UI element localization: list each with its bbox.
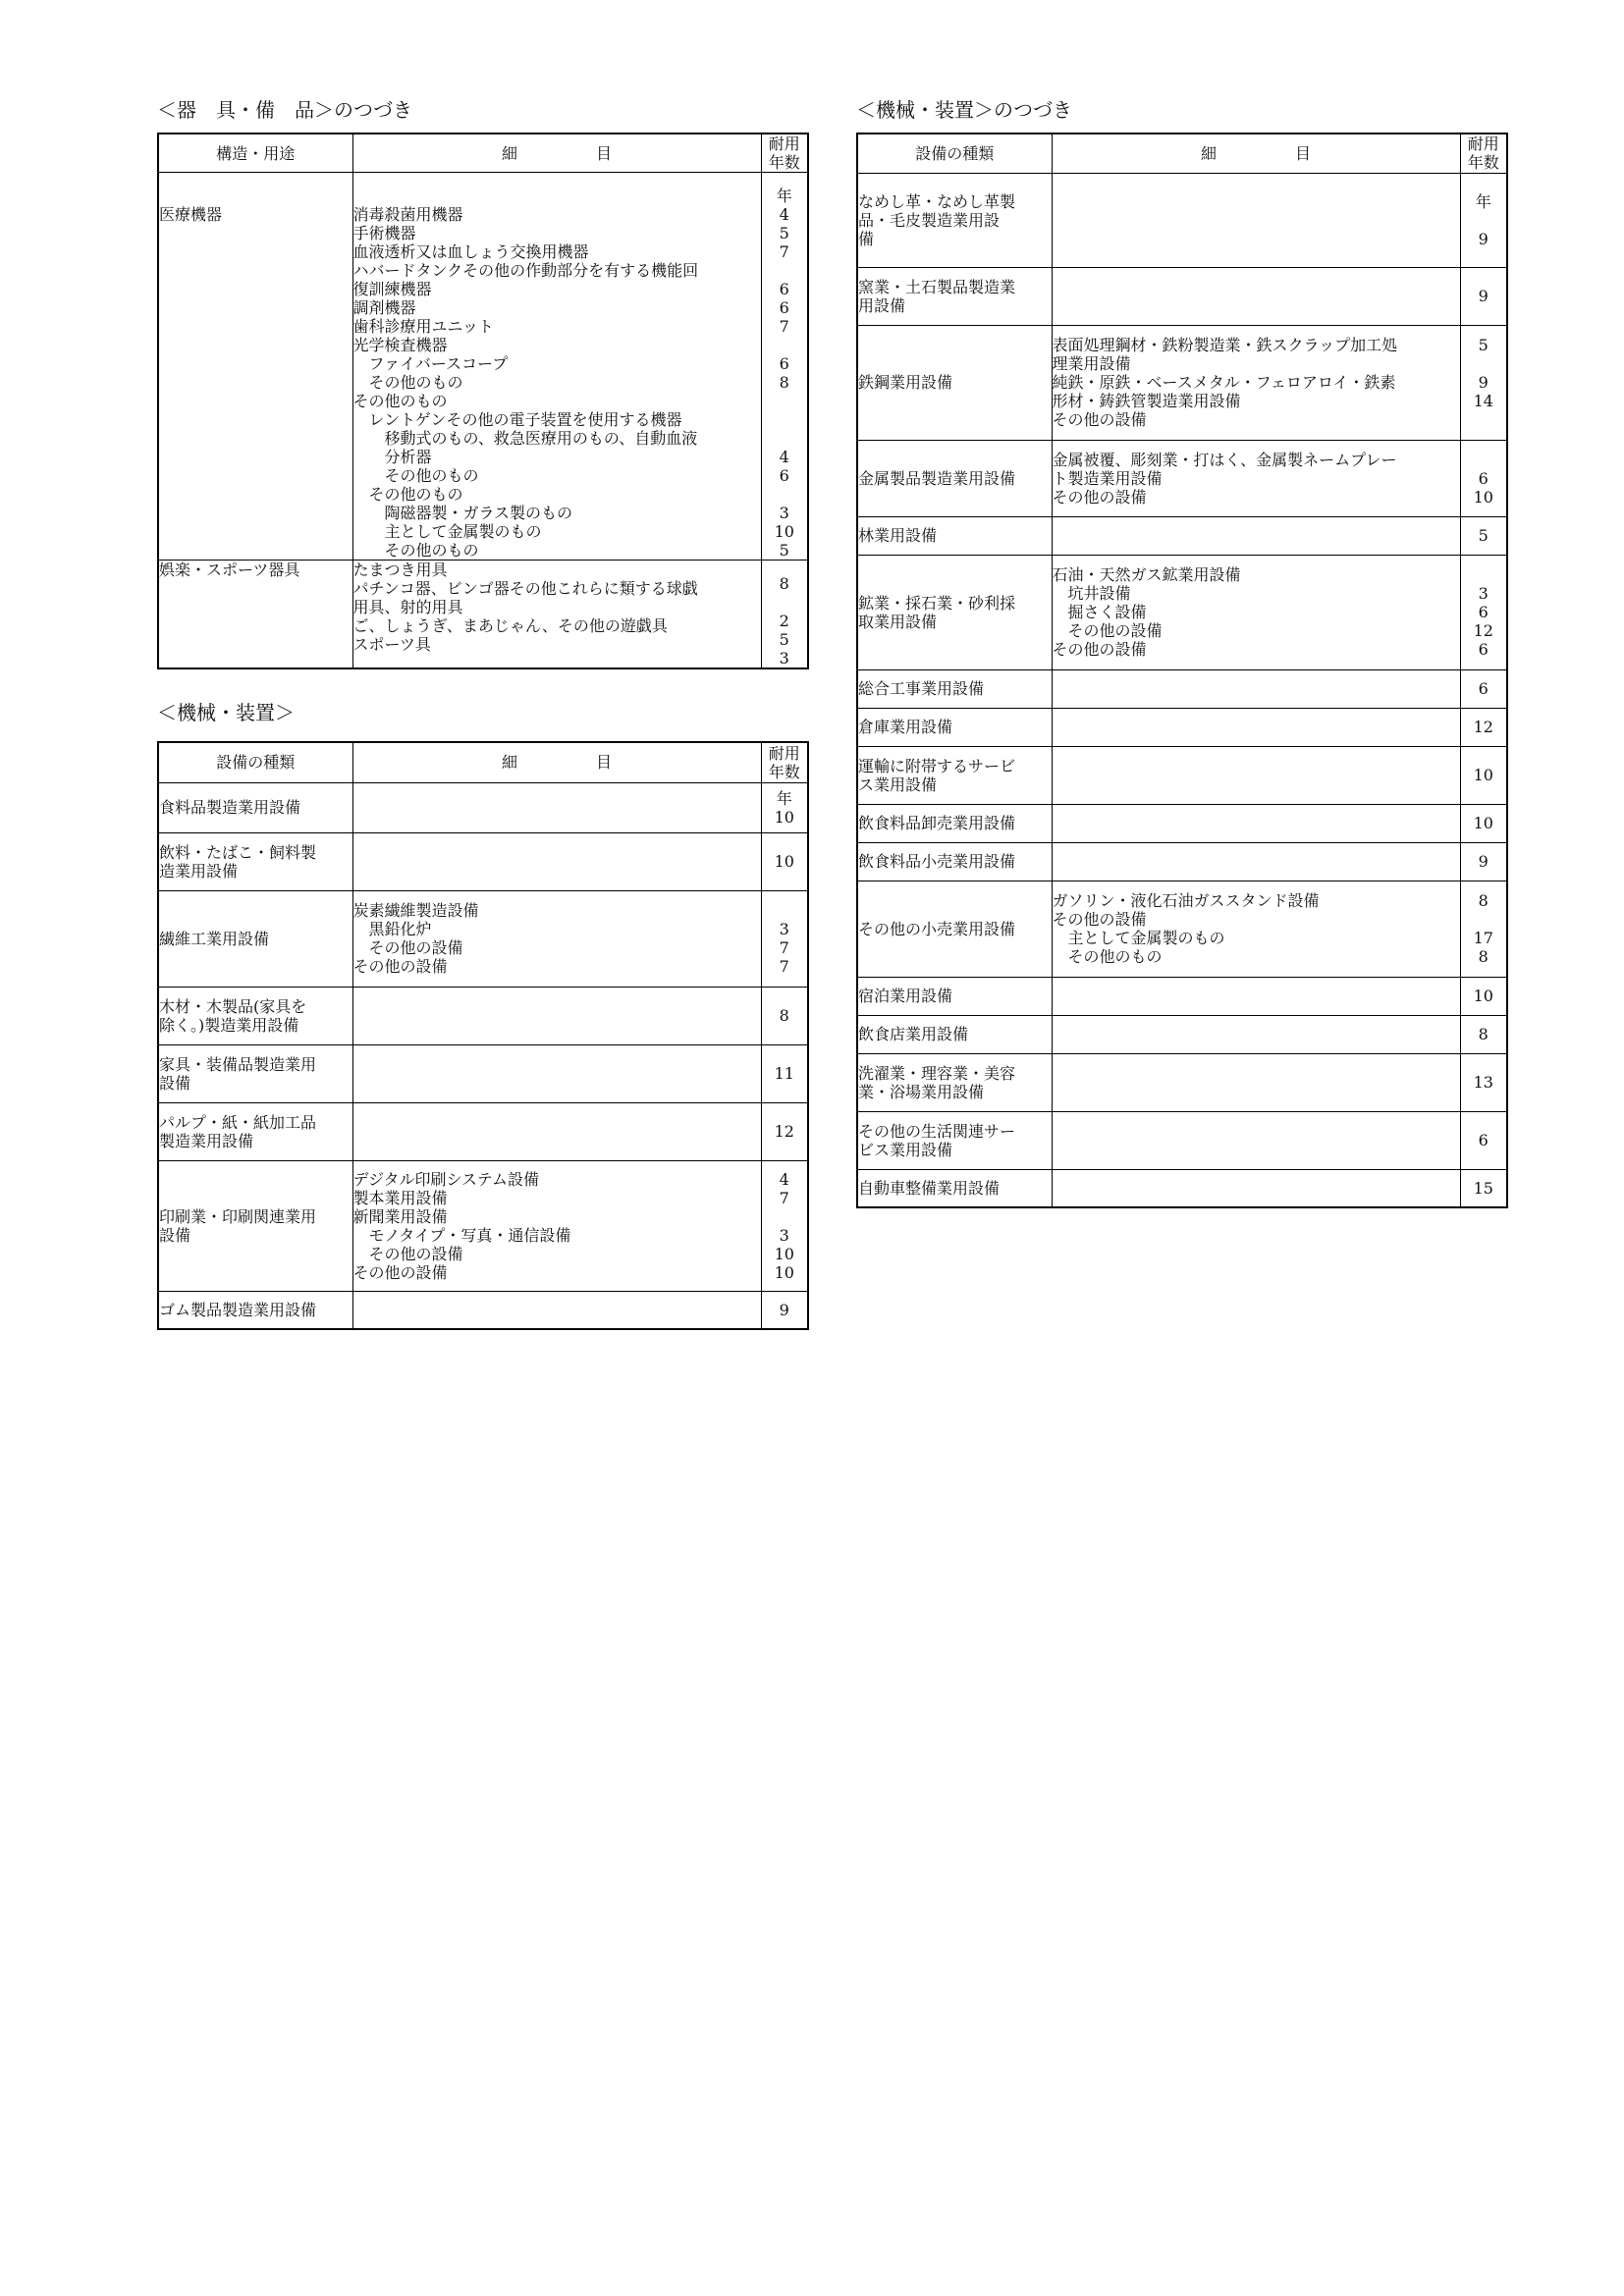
useful-life-years: [761, 561, 808, 669]
detail-line: その他の設備: [1052, 621, 1163, 640]
years-line: 8: [779, 1006, 789, 1025]
detail-items: [1052, 173, 1460, 267]
years-line: 5: [1478, 526, 1489, 545]
detail-line: その他の設備: [1052, 640, 1147, 659]
table-row: [158, 782, 808, 832]
equipment-category: [857, 842, 1052, 881]
useful-life-years: [1460, 977, 1507, 1015]
category-line: 設備: [159, 1225, 191, 1245]
detail-items: [1052, 1111, 1460, 1169]
years-line: 10: [1473, 814, 1493, 832]
years-line: 7: [779, 317, 789, 336]
equipment-category: [857, 267, 1052, 325]
years-line: 4: [779, 448, 789, 466]
category-line: ビス業用設備: [858, 1140, 953, 1159]
detail-line: 製本業用設備: [352, 1188, 448, 1207]
years-line: 8: [779, 574, 789, 593]
useful-life-years: [761, 890, 808, 987]
equipment-category: [158, 782, 352, 832]
useful-life-years: [1460, 555, 1507, 669]
years-line: 6: [1478, 603, 1489, 621]
table-row: [857, 440, 1507, 516]
category-line: 自動車整備業用設備: [858, 1178, 1001, 1198]
detail-line: その他のもの: [1052, 947, 1163, 966]
detail-line: 分析器: [352, 448, 432, 466]
years-line: 10: [774, 807, 794, 827]
table-row: [857, 1111, 1507, 1169]
detail-line: 黒鉛化炉: [352, 920, 432, 938]
equipment-category: [158, 1160, 352, 1291]
detail-line: 理業用設備: [1052, 354, 1131, 373]
category-line: 飲食店業用設備: [858, 1025, 969, 1043]
detail-items: [1052, 1015, 1460, 1053]
useful-life-years: [761, 1160, 808, 1291]
years-line: [762, 593, 808, 612]
detail-line: その他の設備: [1052, 910, 1147, 929]
years-line: 5: [779, 541, 789, 560]
detail-line: 光学検査機器: [352, 336, 448, 354]
years-line: [762, 392, 808, 410]
years-line: [1461, 410, 1507, 429]
useful-life-years: [761, 173, 808, 561]
years-line: 年: [776, 187, 792, 205]
detail-items: [1052, 804, 1460, 842]
years-line: 5: [779, 630, 789, 649]
equipment-category: [158, 1044, 352, 1102]
years-line: 10: [774, 1262, 794, 1282]
years-line: 9: [1478, 852, 1489, 871]
category-line: 製造業用設備: [159, 1131, 254, 1150]
years-line: 6: [1478, 679, 1489, 698]
years-line: [1461, 910, 1507, 929]
header-equipment-type: 設備の種類: [158, 742, 352, 782]
detail-line: その他のもの: [352, 485, 463, 504]
category-line: 取業用設備: [858, 612, 938, 631]
category-line: 窯業・土石製品製造業: [858, 277, 1016, 296]
years-line: [762, 485, 808, 504]
years-line: 7: [779, 957, 789, 976]
table-row: [158, 1044, 808, 1102]
header-useful-life: 耐用 年数: [1460, 133, 1507, 173]
section-title-equipment-continued: ＜器 具・備 品＞のつづき: [157, 98, 412, 122]
detail-line: その他のもの: [352, 392, 448, 410]
detail-line: 歯科診療用ユニット: [352, 317, 494, 336]
header-useful-life: 耐用 年数: [761, 742, 808, 782]
category-line: 繊維工業用設備: [159, 929, 270, 948]
useful-life-years: [1460, 804, 1507, 842]
equipment-category: [857, 804, 1052, 842]
category-line: 備: [858, 229, 875, 248]
detail-line: 新聞業用設備: [352, 1206, 448, 1226]
category-line: 家具・装備品製造業用: [159, 1054, 317, 1074]
equipment-category: [857, 881, 1052, 977]
useful-life-years: [761, 987, 808, 1044]
years-line: 3: [1478, 584, 1489, 603]
useful-life-years: [1460, 516, 1507, 555]
years-line: [762, 261, 808, 280]
years-line: 3: [779, 649, 789, 667]
detail-line: その他のもの: [352, 541, 479, 560]
t3-body: [857, 173, 1507, 1207]
category-line: 除く｡)製造業用設備: [159, 1015, 299, 1035]
category-line: 食料品製造業用設備: [159, 798, 301, 817]
detail-line: 主として金属製のもの: [1052, 929, 1225, 947]
detail-items: [352, 1102, 761, 1160]
years-line: 7: [779, 242, 789, 261]
detail-items: [1052, 267, 1460, 325]
detail-items: [352, 1044, 761, 1102]
detail-items: [1052, 842, 1460, 881]
detail-line: モノタイプ・写真・通信設備: [352, 1225, 571, 1245]
years-line: 3: [779, 920, 789, 938]
table-row: [857, 746, 1507, 804]
equipment-category: [857, 746, 1052, 804]
years-line: 8: [1478, 947, 1489, 966]
years-line: 3: [779, 504, 789, 522]
category-line: 林業用設備: [858, 526, 938, 545]
category-line: 娯楽・スポーツ器具: [159, 561, 300, 579]
category-line: 総合工事業用設備: [858, 679, 985, 698]
years-line: 6: [779, 466, 789, 485]
category-line: 宿泊業用設備: [858, 987, 953, 1005]
years-line: 年: [776, 788, 792, 808]
detail-items: [1052, 325, 1460, 440]
detail-items: [1052, 1169, 1460, 1207]
years-line: 10: [1473, 987, 1493, 1005]
years-line: 12: [774, 1122, 794, 1141]
detail-items: [1052, 881, 1460, 977]
category-line: 飲食料品小売業用設備: [858, 852, 1016, 871]
detail-line: 掘さく設備: [1052, 603, 1147, 621]
detail-line: 表面処理鋼材・鉄粉製造業・鉄スクラップ加工処: [1052, 336, 1398, 354]
table-row: [857, 1169, 1507, 1207]
detail-items: [1052, 708, 1460, 746]
years-line: 4: [779, 1169, 789, 1189]
useful-life-years: [1460, 708, 1507, 746]
years-line: 10: [774, 522, 794, 541]
category-line: 倉庫業用設備: [858, 718, 953, 736]
useful-life-years: [1460, 440, 1507, 516]
detail-line: 主として金属製のもの: [352, 522, 542, 541]
category-line: 木材・木製品(家具を: [159, 996, 307, 1016]
equipment-category: [857, 555, 1052, 669]
years-line: [1461, 451, 1507, 469]
header-details: 細 目: [352, 133, 761, 173]
table-row: [158, 832, 808, 890]
years-line: 15: [1473, 1178, 1493, 1198]
category-line: 洗濯業・理容業・美容: [858, 1063, 1016, 1083]
years-line: 8: [1478, 891, 1489, 910]
detail-items: [1052, 977, 1460, 1015]
years-line: 11: [774, 1064, 794, 1083]
useful-life-years: [1460, 669, 1507, 708]
detail-items: [352, 173, 761, 561]
equipment-category: [158, 173, 352, 561]
years-line: 10: [774, 1244, 794, 1263]
equipment-category: [857, 977, 1052, 1015]
detail-items: [1052, 669, 1460, 708]
category-line: パルプ・紙・紙加工品: [159, 1112, 317, 1132]
detail-line: ハバードタンクその他の作動部分を有する機能回: [352, 261, 699, 280]
years-line: 9: [779, 1300, 789, 1319]
useful-life-years: [761, 1291, 808, 1329]
useful-life-years: [1460, 746, 1507, 804]
detail-line: ガソリン・液化石油ガススタンド設備: [1052, 891, 1320, 910]
equipment-category: [857, 708, 1052, 746]
category-line: 運輸に附帯するサービ: [858, 756, 1016, 775]
header-details: 細 目: [352, 742, 761, 782]
years-line: 10: [1473, 766, 1493, 784]
years-line: 8: [779, 373, 789, 392]
years-line: 12: [1473, 718, 1493, 736]
header-structure-use: 構造・用途: [158, 133, 352, 173]
table-row: [857, 516, 1507, 555]
detail-line: デジタル印刷システム設備: [352, 1169, 539, 1189]
equipment-category: [857, 325, 1052, 440]
years-line: [1461, 354, 1507, 373]
years-line: 10: [1473, 487, 1493, 507]
useful-life-years: [1460, 1111, 1507, 1169]
years-line: 9: [1478, 287, 1489, 305]
years-line: 9: [1478, 373, 1489, 392]
category-line: ス業用設備: [858, 774, 938, 794]
equipment-category: [158, 561, 352, 669]
header-equipment-type: 設備の種類: [857, 133, 1052, 173]
detail-line: その他の設備: [352, 938, 463, 957]
detail-line: スポーツ具: [352, 635, 431, 654]
detail-items: [352, 832, 761, 890]
detail-line: その他の設備: [1052, 410, 1147, 429]
years-line: 4: [779, 205, 789, 224]
years-line: [762, 1207, 808, 1226]
useful-life-years: [1460, 1169, 1507, 1207]
equipment-category: [158, 1291, 352, 1329]
years-line: 6: [1478, 468, 1489, 488]
equipment-category: [857, 173, 1052, 267]
table-row: [857, 325, 1507, 440]
detail-line: 陶磁器製・ガラス製のもの: [352, 504, 573, 522]
detail-line: その他の設備: [352, 1244, 463, 1263]
equipment-category: [857, 1169, 1052, 1207]
detail-items: [352, 1160, 761, 1291]
detail-line: その他の設備: [352, 957, 448, 976]
table-row: [857, 1015, 1507, 1053]
equipment-category: [857, 440, 1052, 516]
equipment-category: [158, 1102, 352, 1160]
equipment-category: [158, 987, 352, 1044]
category-line: 鉱業・採石業・砂利採: [858, 593, 1016, 613]
detail-line: その他のもの: [352, 466, 479, 485]
table-row: [857, 842, 1507, 881]
years-line: 6: [779, 280, 789, 298]
table-row: [857, 977, 1507, 1015]
detail-line: 用具、射的用具: [352, 598, 463, 616]
section-title-machinery-continued: ＜機械・装置＞のつづき: [856, 98, 1072, 122]
table-row: [158, 561, 808, 669]
useful-life-years: [1460, 842, 1507, 881]
equipment-category: [158, 832, 352, 890]
years-line: 13: [1473, 1073, 1493, 1092]
detail-items: [1052, 440, 1460, 516]
category-line: 金属製品製造業用設備: [858, 468, 1016, 488]
detail-line: 石油・天然ガス鉱業用設備: [1052, 565, 1241, 584]
years-line: 10: [774, 852, 794, 871]
category-line: ゴム製品製造業用設備: [159, 1300, 317, 1319]
equipment-category: [857, 1015, 1052, 1053]
table-row: [857, 555, 1507, 669]
years-line: 2: [779, 612, 789, 630]
detail-items: [352, 890, 761, 987]
years-line: 6: [1478, 640, 1489, 659]
detail-line: その他のもの: [352, 373, 463, 392]
table-row: [158, 1160, 808, 1291]
useful-life-years: [761, 782, 808, 832]
machinery-useful-life-table: [157, 741, 809, 1330]
detail-items: [352, 561, 761, 669]
detail-line: 消毒殺菌用機器: [352, 205, 463, 224]
useful-life-years: [1460, 325, 1507, 440]
category-line: 品・毛皮製造業用設: [858, 210, 1001, 230]
category-line: 用設備: [858, 295, 906, 315]
category-line: 印刷業・印刷関連業用: [159, 1206, 317, 1226]
useful-life-years: [1460, 267, 1507, 325]
table-row: [158, 1291, 808, 1329]
detail-line: 移動式のもの、救急医療用のもの、自動血液: [352, 429, 698, 448]
detail-line: 坑井設備: [1052, 584, 1131, 603]
detail-line: レントゲンその他の電子装置を使用する機器: [352, 410, 682, 429]
section-title-machinery: ＜機械・装置＞: [157, 701, 295, 724]
category-line: なめし革・なめし革製: [858, 191, 1016, 211]
category-line: 鉄鋼業用設備: [858, 373, 953, 392]
category-line: 設備: [159, 1073, 191, 1093]
table-row: [158, 1102, 808, 1160]
detail-line: 純鉄・原鉄・ベースメタル・フェロアロイ・鉄素: [1052, 373, 1396, 392]
t1-body: [158, 173, 808, 669]
years-line: [1461, 565, 1507, 584]
years-line: 5: [779, 224, 789, 242]
header-useful-life: 耐用 年数: [761, 133, 808, 173]
detail-line: たまつき用具: [352, 561, 448, 579]
equipment-category: [857, 1111, 1052, 1169]
detail-line: パチンコ器、ビンゴ器その他これらに類する球戯: [352, 579, 698, 598]
table-row: [857, 173, 1507, 267]
years-line: 12: [1473, 621, 1493, 640]
detail-items: [1052, 555, 1460, 669]
machinery-continued-useful-life-table: [856, 133, 1508, 1208]
detail-line: その他の設備: [1052, 487, 1147, 507]
detail-line: ご、しょうぎ、まあじゃん、その他の遊戯具: [352, 616, 668, 635]
years-line: 5: [1478, 336, 1489, 354]
years-line: 9: [1478, 229, 1489, 248]
detail-line: 金属被覆、彫刻業・打はく、金属製ネームプレー: [1052, 450, 1397, 469]
detail-items: [352, 987, 761, 1044]
equipment-category: [158, 890, 352, 987]
years-line: 6: [779, 298, 789, 317]
equipment-useful-life-table: [157, 133, 809, 669]
detail-items: [1052, 1053, 1460, 1111]
detail-line: その他の設備: [352, 1262, 448, 1282]
category-line: その他の小売業用設備: [858, 919, 1016, 938]
useful-life-years: [1460, 1053, 1507, 1111]
useful-life-years: [761, 1044, 808, 1102]
years-line: [762, 410, 808, 429]
category-line: 飲料・たばこ・飼料製: [159, 842, 317, 862]
table-row: [158, 890, 808, 987]
table-row: [158, 173, 808, 561]
years-line: 6: [779, 354, 789, 373]
years-line: [762, 429, 808, 448]
detail-line: 炭素繊維製造設備: [352, 901, 479, 920]
detail-line: 手術機器: [352, 224, 416, 242]
useful-life-years: [1460, 881, 1507, 977]
years-line: 8: [1478, 1025, 1489, 1043]
years-line: 3: [779, 1225, 789, 1245]
useful-life-years: [761, 1102, 808, 1160]
detail-items: [1052, 516, 1460, 555]
equipment-category: [857, 516, 1052, 555]
years-line: 14: [1473, 392, 1493, 410]
years-line: [762, 336, 808, 354]
category-line: その他の生活関連サー: [858, 1121, 1016, 1141]
useful-life-years: [761, 832, 808, 890]
table-row: [857, 804, 1507, 842]
table-row: [857, 708, 1507, 746]
table-row: [857, 1053, 1507, 1111]
equipment-category: [857, 669, 1052, 708]
detail-line: 調剤機器: [352, 298, 416, 317]
detail-line: 形材・鋳鉄管製造業用設備: [1052, 392, 1241, 410]
detail-items: [352, 1291, 761, 1329]
t2-body: [158, 782, 808, 1329]
years-line: 17: [1473, 929, 1493, 947]
header-details: 細 目: [1052, 133, 1460, 173]
years-line: 7: [779, 1188, 789, 1207]
detail-line: 血液透析又は血しょう交換用機器: [352, 242, 589, 261]
category-line: 業・浴場業用設備: [858, 1082, 985, 1101]
detail-line: ト製造業用設備: [1052, 468, 1163, 488]
table-row: [857, 881, 1507, 977]
useful-life-years: [1460, 173, 1507, 267]
years-line: [1461, 211, 1507, 230]
equipment-category: [857, 1053, 1052, 1111]
detail-line: ファイバースコープ: [352, 354, 509, 373]
table-row: [857, 669, 1507, 708]
years-line: [762, 901, 808, 920]
detail-items: [352, 782, 761, 832]
detail-line: 復訓練機器: [352, 280, 432, 298]
category-line: 造業用設備: [159, 861, 239, 881]
years-line: 7: [779, 938, 789, 957]
detail-items: [1052, 746, 1460, 804]
category-line: 飲食料品卸売業用設備: [858, 814, 1016, 832]
table-row: [857, 267, 1507, 325]
category-line: 医療機器: [159, 205, 223, 224]
useful-life-years: [1460, 1015, 1507, 1053]
table-row: [158, 987, 808, 1044]
years-line: 年: [1475, 191, 1491, 211]
years-line: 6: [1478, 1131, 1489, 1149]
